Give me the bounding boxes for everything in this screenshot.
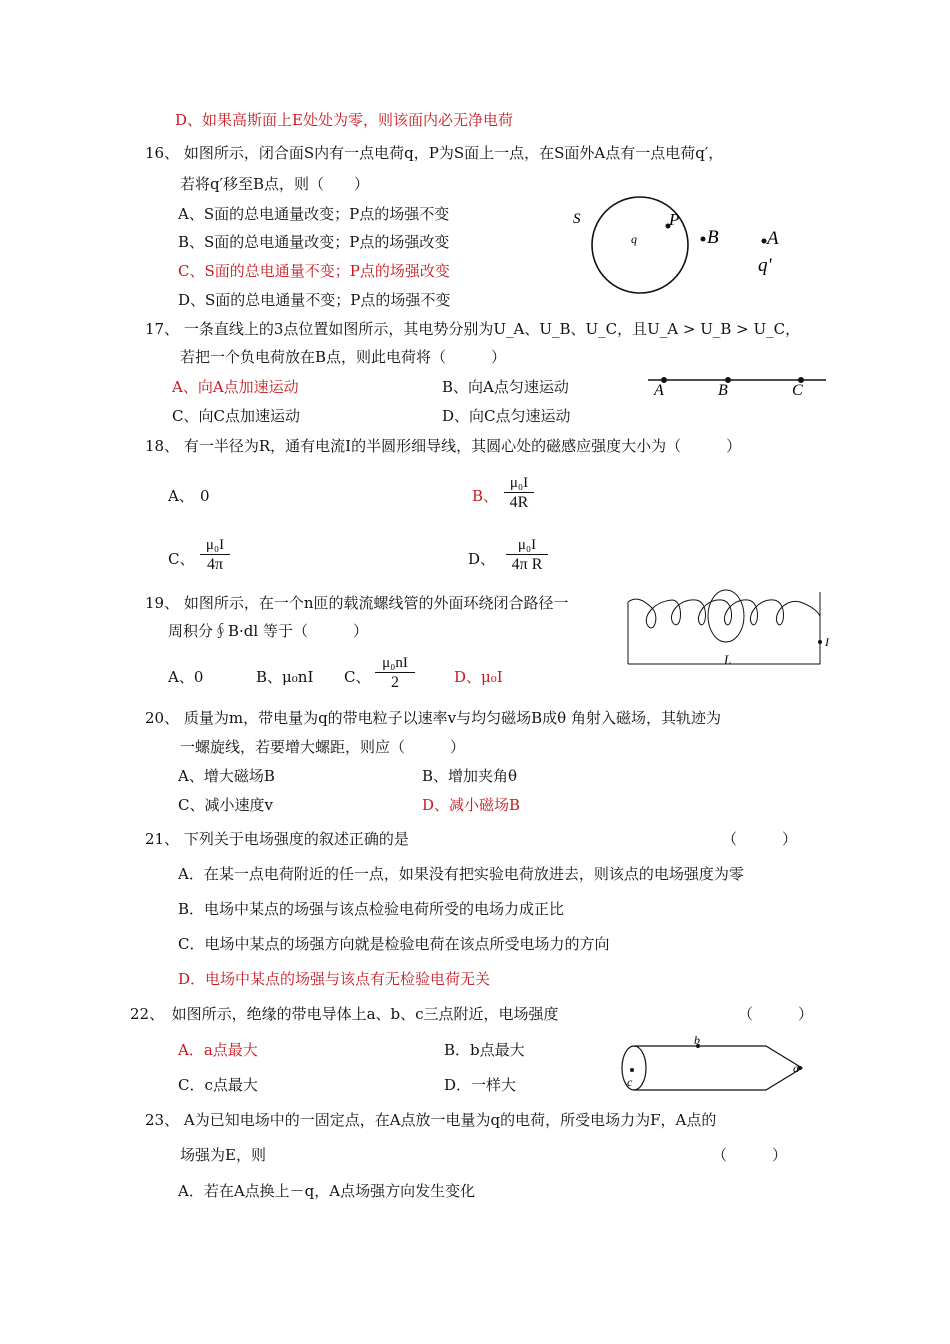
q17-option-a: A、向A点加速运动 xyxy=(172,378,299,396)
fig19-label-l: L xyxy=(724,652,732,667)
q18-d-numerator: μ₀I xyxy=(517,537,537,553)
q22-conductor-figure xyxy=(616,1034,812,1100)
fig22-label-a: a xyxy=(793,1061,799,1075)
q15-option-d: D、如果高斯面上E处处为零，则该面内必无净电荷 xyxy=(175,111,513,129)
q17-stem-line2: 若把一个负电荷放在B点，则此电荷将（ ） xyxy=(180,348,507,366)
fig17-label-a: A xyxy=(654,382,664,399)
fig22-conductor-outline xyxy=(634,1046,802,1090)
q18-b-numerator: μ₀I xyxy=(509,475,529,491)
q23-option-a: A．若在A点换上－q，A点场强方向发生变化 xyxy=(178,1182,476,1200)
q16-option-a: A、S面的总电通量改变；P点的场强不变 xyxy=(178,205,450,223)
fig16-label-qprime: q' xyxy=(758,255,772,276)
q22-option-c: C．c点最大 xyxy=(178,1076,258,1094)
q18-c-numerator: μ₀I xyxy=(205,537,225,553)
q19-option-b: B、μ₀nI xyxy=(256,668,314,686)
q18-d-denominator: 4π R xyxy=(511,556,543,573)
q20-option-b: B、增加夹角θ xyxy=(422,767,518,785)
q19-c-denominator: 2 xyxy=(391,674,399,691)
q17-figure xyxy=(640,368,830,400)
q21-answer-paren: （ ） xyxy=(722,830,798,848)
fig17-label-c: C xyxy=(792,382,803,399)
q16-stem-line2: 若将q′移至B点，则（ ） xyxy=(180,175,370,193)
q18-option-d-fraction xyxy=(502,536,552,575)
q18-stem: 18、 有一半径为R，通有电流I的半圆形细导线，其圆心处的磁感应强度大小为（ ） xyxy=(145,437,742,455)
q21-option-c: C．电场中某点的场强方向就是检验电荷在该点所受电场力的方向 xyxy=(178,935,610,953)
q19-option-d: D、μ₀I xyxy=(454,668,503,686)
fig16-label-s: S xyxy=(573,211,581,227)
fig16-label-q: q xyxy=(631,232,637,246)
fig16-label-b: B xyxy=(707,227,719,248)
q23-stem-line1: 23、 A为已知电场中的一固定点，在A点放一电量为q的电荷，所受电场力为F，A点的 xyxy=(145,1111,717,1129)
q18-option-d-label: D、 xyxy=(468,550,496,568)
q18-option-b-label: B、 xyxy=(472,487,499,505)
q20-stem-line1: 20、 质量为m，带电量为q的带电粒子以速率v与均匀磁场B成θ 角射入磁场，其轨迹为 xyxy=(145,709,721,727)
q16-option-c: C、S面的总电通量不变；P点的场强改变 xyxy=(178,262,450,280)
q17-option-b: B、向A点匀速运动 xyxy=(442,378,569,396)
q21-stem: 21、 下列关于电场强度的叙述正确的是 xyxy=(145,830,409,848)
q21-option-a: A．在某一点电荷附近的任一点，如果没有把实验电荷放进去，则该点的电场强度为零 xyxy=(178,865,744,883)
q19-solenoid-figure xyxy=(622,586,837,670)
q22-option-a: A．a点最大 xyxy=(178,1041,258,1059)
q18-c-denominator: 4π xyxy=(206,556,224,573)
q16-option-b: B、S面的总电通量改变；P点的场强改变 xyxy=(178,233,450,251)
q22-answer-paren: （ ） xyxy=(738,1005,814,1023)
q19-c-numerator: μ₀nI xyxy=(382,655,408,671)
fig19-loop xyxy=(708,590,744,642)
q20-option-d: D、减小磁场B xyxy=(422,796,521,814)
q18-b-denominator: 4R xyxy=(509,494,529,511)
fig19-solenoid-coil xyxy=(628,599,820,628)
fig22-label-c: c xyxy=(627,1075,633,1089)
q22-option-d: D．一样大 xyxy=(444,1076,517,1094)
q23-answer-paren: （ ） xyxy=(712,1146,788,1164)
q18-option-c-fraction xyxy=(196,536,234,575)
q19-option-c-fraction xyxy=(370,654,420,693)
q16-stem-line1: 16、 如图所示，闭合面S内有一点电荷q，P为S面上一点，在S面外A点有一点电荷q′， xyxy=(145,144,724,162)
q21-option-d: D．电场中某点的场强与该点有无检验电荷无关 xyxy=(178,970,491,988)
q18-option-a-label: A、 xyxy=(168,487,194,505)
q16-figure xyxy=(565,195,805,315)
q20-option-a: A、增大磁场B xyxy=(178,767,275,785)
q20-option-c: C、减小速度v xyxy=(178,796,273,814)
q19-stem-line2: 周积分∮B·dl 等于（ ） xyxy=(168,622,368,640)
fig17-label-b: B xyxy=(718,382,728,399)
q22-option-b: B．b点最大 xyxy=(444,1041,525,1059)
fig16-label-p: P xyxy=(669,210,680,229)
q18-option-b-fraction xyxy=(500,474,538,513)
q19-option-c-label: C、 xyxy=(344,668,371,686)
q16-option-d: D、S面的总电通量不变；P点的场强不变 xyxy=(178,291,451,309)
q17-stem-line1: 17、 一条直线上的3点位置如图所示，其电势分别为U_A、U_B、U_C，且U_A > U_B > U_C， xyxy=(145,320,801,338)
q21-option-b: B．电场中某点的场强与该点检验电荷所受的电场力成正比 xyxy=(178,900,565,918)
fig19-label-i: I xyxy=(825,635,829,649)
fig22-end-ellipse xyxy=(622,1046,646,1090)
q18-option-c-label: C、 xyxy=(168,550,195,568)
q19-stem-line1: 19、 如图所示，在一个n匝的载流螺线管的外面环绕闭合路径一 xyxy=(145,594,569,612)
fig22-label-b: b xyxy=(694,1034,700,1047)
q22-stem: 22、 如图所示，绝缘的带电导体上a、b、c三点附近，电场强度 xyxy=(130,1005,559,1023)
fig16-point-b xyxy=(701,237,706,242)
fig16-label-a: A xyxy=(767,228,779,249)
q20-stem-line2: 一螺旋线，若要增大螺距，则应（ ） xyxy=(180,738,466,756)
q17-option-d: D、向C点匀速运动 xyxy=(442,407,571,425)
fig16-point-a xyxy=(762,239,767,244)
q23-stem-line2: 场强为E，则 xyxy=(180,1146,266,1164)
q19-option-a: A、0 xyxy=(168,668,204,686)
q18-option-a-value: 0 xyxy=(200,487,210,505)
q17-option-c: C、向C点加速运动 xyxy=(172,407,300,425)
